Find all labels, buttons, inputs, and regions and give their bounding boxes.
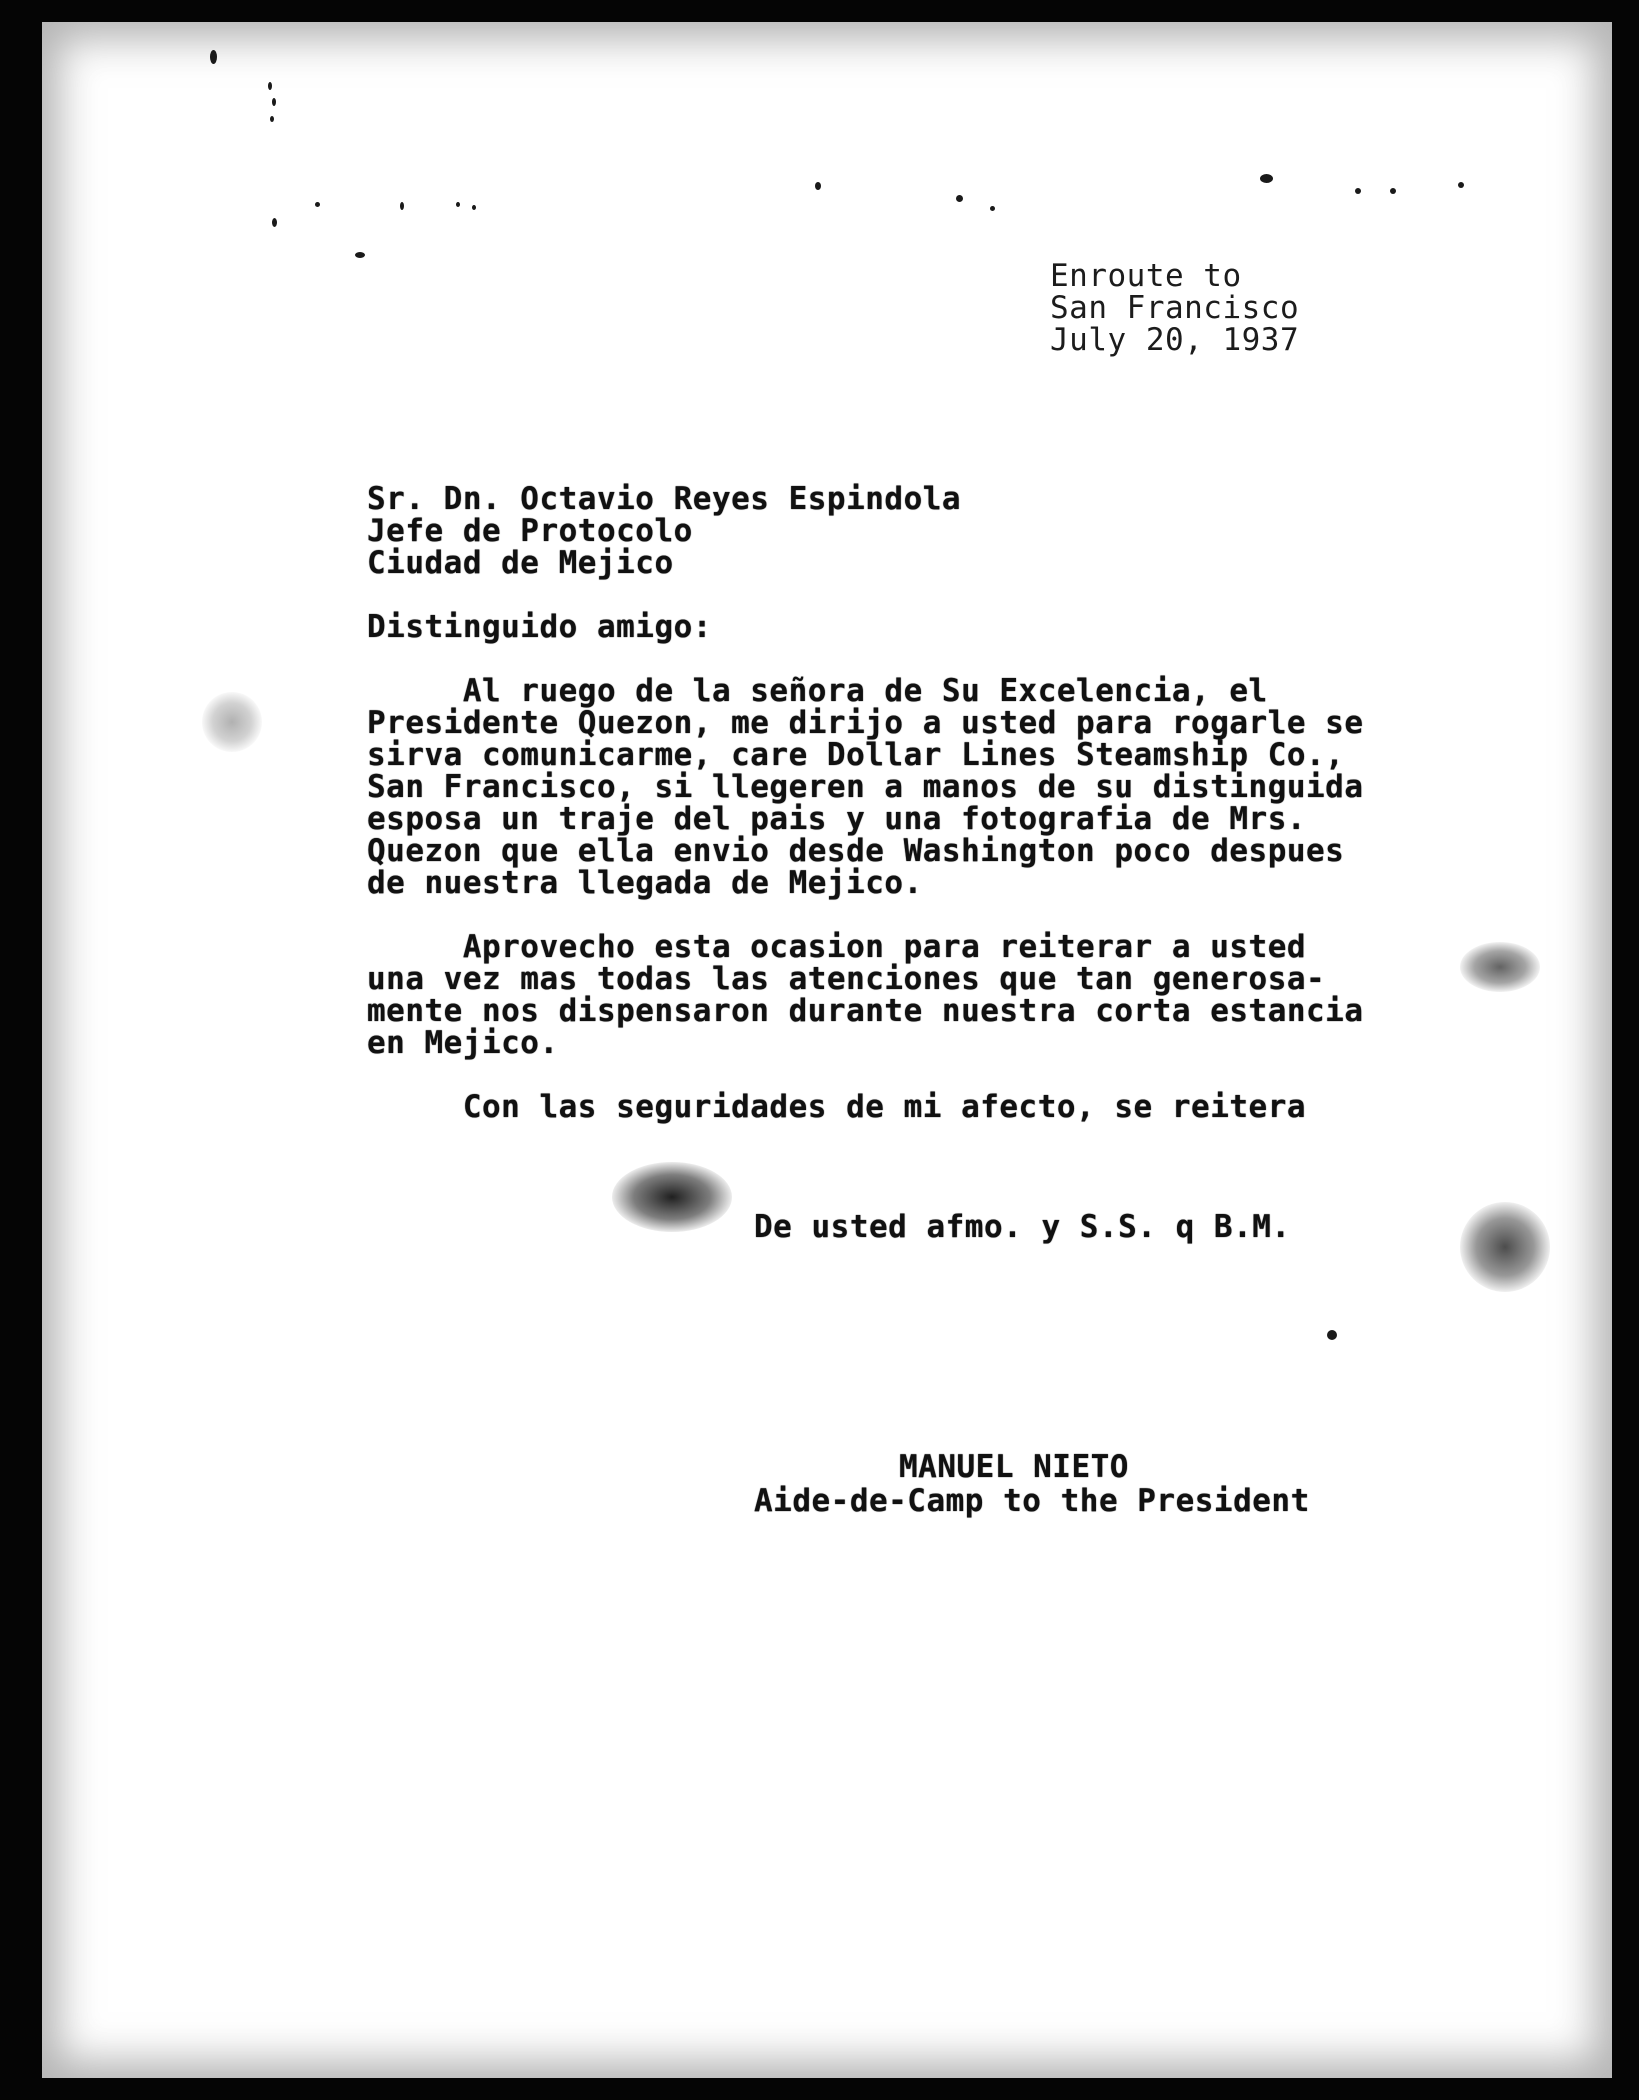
paragraph-1-line: sirva comunicarme, care Dollar Lines Steamship Co., (367, 737, 1345, 773)
dateline-line-1: Enroute to (1050, 258, 1242, 294)
ink-speck (270, 116, 274, 122)
ink-smudge (612, 1162, 732, 1232)
closing-line: Con las seguridades de mi afecto, se reitera (367, 1089, 1307, 1125)
addressee-title: Jefe de Protocolo (367, 513, 693, 549)
ink-speck (355, 252, 365, 258)
paragraph-1-line: Al ruego de la señora de Su Excelencia, el (367, 673, 1268, 709)
ink-speck (1458, 182, 1464, 188)
paragraph-1-line: de nuestra llegada de Mejico. (367, 865, 923, 901)
letter-page (42, 22, 1612, 2078)
ink-speck (815, 182, 821, 190)
ink-speck (400, 202, 404, 210)
paragraph-1-line: Quezon que ella envio desde Washington poco despues (367, 833, 1345, 869)
paragraph-1-line: esposa un traje del pais y una fotografia de Mrs. (367, 801, 1307, 837)
paragraph-2-line: una vez mas todas las atenciones que tan generosa- (367, 961, 1326, 997)
ink-speck (1355, 188, 1361, 194)
signature-title: Aide-de-Camp to the President (754, 1483, 1310, 1519)
ink-speck (956, 195, 963, 202)
signature-name: MANUEL NIETO (899, 1449, 1129, 1485)
ink-speck (315, 202, 320, 207)
ink-speck (1390, 188, 1396, 194)
ink-smudge (1460, 942, 1540, 992)
paragraph-2-line: mente nos dispensaron durante nuestra corta estancia (367, 993, 1364, 1029)
paragraph-1-line: San Francisco, si llegeren a manos de su distinguida (367, 769, 1364, 805)
ink-speck (272, 218, 277, 227)
ink-speck (472, 205, 476, 210)
ink-speck (210, 50, 217, 64)
paragraph-2-line: en Mejico. (367, 1025, 559, 1061)
paragraph-2-line: Aprovecho esta ocasion para reiterar a usted (367, 929, 1307, 965)
ink-speck (268, 82, 272, 90)
addressee-city: Ciudad de Mejico (367, 545, 674, 581)
ink-speck (1260, 174, 1273, 183)
paragraph-1-line: Presidente Quezon, me dirijo a usted para rogarle se (367, 705, 1364, 741)
ink-speck (272, 98, 276, 106)
ink-speck (990, 206, 995, 211)
dateline-line-2: San Francisco (1050, 290, 1300, 326)
ink-smudge (1460, 1202, 1550, 1292)
salutation: Distinguido amigo: (367, 609, 712, 645)
ink-speck (456, 202, 460, 207)
valediction: De usted afmo. y S.S. q B.M. (754, 1209, 1291, 1245)
ink-speck (1327, 1330, 1337, 1340)
addressee-name: Sr. Dn. Octavio Reyes Espindola (367, 481, 962, 517)
ink-smudge (202, 692, 262, 752)
dateline-date: July 20, 1937 (1050, 322, 1300, 358)
